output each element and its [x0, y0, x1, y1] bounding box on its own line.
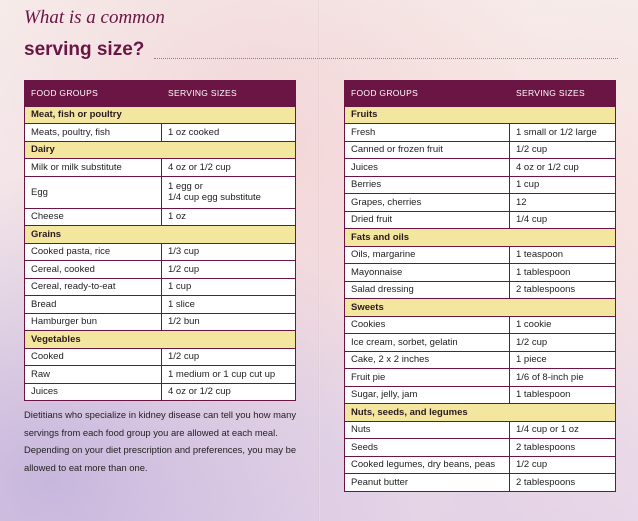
table-row	[345, 159, 616, 177]
header-food-groups: FOOD GROUPS	[25, 80, 162, 106]
table-row	[345, 141, 616, 159]
page-spine	[318, 0, 320, 521]
food-item-cell: Fresh	[345, 124, 510, 142]
food-item-cell: Cake, 2 x 2 inches	[345, 351, 510, 369]
serving-size-cell: 1 slice	[162, 296, 296, 314]
food-item-cell: Cooked legumes, dry beans, peas	[345, 456, 510, 474]
serving-size-cell: 1 oz	[162, 208, 296, 226]
table-row	[345, 474, 616, 492]
serving-size-cell: 1 tablespoon	[510, 386, 616, 404]
serving-size-cell: 1 small or 1/2 large	[510, 124, 616, 142]
header-serving-sizes: SERVING SIZES	[162, 80, 296, 106]
table-row	[25, 176, 296, 208]
table-row	[25, 348, 296, 366]
table-row	[345, 264, 616, 282]
page-title-line2: serving size?	[24, 39, 145, 60]
serving-size-cell: 2 tablespoons	[510, 474, 616, 492]
serving-size-cell: 1 egg or 1/4 cup egg substitute	[162, 176, 296, 208]
serving-size-cell: 1 cookie	[510, 316, 616, 334]
table-row	[345, 176, 616, 194]
dietitian-note: Dietitians who specialize in kidney disease can tell you how many servings from each food group you are allowed at each meal. Depending on your diet prescription and preferences, you may be allowed to eat more than one.	[24, 409, 297, 473]
serving-table-right	[344, 80, 616, 492]
table-row	[345, 351, 616, 369]
table-header-row	[345, 80, 616, 106]
food-item-cell: Peanut butter	[345, 474, 510, 492]
food-item-cell: Raw	[25, 366, 162, 384]
food-item-cell: Milk or milk substitute	[25, 159, 162, 177]
right-table-body	[345, 106, 616, 491]
serving-size-cell: 1 medium or 1 cup cut up	[162, 366, 296, 384]
table-row	[25, 366, 296, 384]
group-row-grains	[25, 226, 296, 244]
title-dotted-rule	[154, 58, 618, 59]
food-item-cell: Salad dressing	[345, 281, 510, 299]
group-row-nuts-seeds-and-legumes	[345, 404, 616, 422]
serving-size-cell: 1 piece	[510, 351, 616, 369]
group-row-dairy	[25, 141, 296, 159]
table-row	[345, 194, 616, 212]
food-item-cell: Grapes, cherries	[345, 194, 510, 212]
group-label: Vegetables	[25, 331, 296, 349]
table-row	[345, 124, 616, 142]
table-row	[25, 208, 296, 226]
food-item-cell: Canned or frozen fruit	[345, 141, 510, 159]
serving-size-cell: 1/4 cup or 1 oz	[510, 421, 616, 439]
table-row	[345, 211, 616, 229]
page-title-line1: What is a common	[24, 7, 165, 28]
food-item-cell: Hamburger bun	[25, 313, 162, 331]
food-item-cell: Oils, margarine	[345, 246, 510, 264]
food-item-cell: Cooked	[25, 348, 162, 366]
serving-size-cell: 1/2 cup	[162, 261, 296, 279]
food-item-cell: Nuts	[345, 421, 510, 439]
table-row	[25, 243, 296, 261]
serving-size-cell: 1/2 cup	[162, 348, 296, 366]
table-row	[345, 421, 616, 439]
group-label: Nuts, seeds, and legumes	[345, 404, 616, 422]
serving-size-cell: 4 oz or 1/2 cup	[162, 159, 296, 177]
serving-size-cell: 1/4 cup	[510, 211, 616, 229]
group-label: Grains	[25, 226, 296, 244]
food-item-cell: Dried fruit	[345, 211, 510, 229]
serving-size-cell: 1 cup	[162, 278, 296, 296]
serving-size-cell: 1 tablespoon	[510, 264, 616, 282]
table-row	[25, 296, 296, 314]
group-row-sweets	[345, 299, 616, 317]
table-row	[345, 281, 616, 299]
food-item-cell: Cooked pasta, rice	[25, 243, 162, 261]
food-item-cell: Ice cream, sorbet, gelatin	[345, 334, 510, 352]
serving-size-cell: 2 tablespoons	[510, 439, 616, 457]
group-label: Sweets	[345, 299, 616, 317]
serving-size-cell: 4 oz or 1/2 cup	[162, 383, 296, 401]
table-row	[345, 316, 616, 334]
food-item-cell: Fruit pie	[345, 369, 510, 387]
serving-size-cell: 1 cup	[510, 176, 616, 194]
header-food-groups: FOOD GROUPS	[345, 80, 510, 106]
serving-size-cell: 1/6 of 8-inch pie	[510, 369, 616, 387]
serving-size-cell: 12	[510, 194, 616, 212]
table-row	[345, 369, 616, 387]
group-label: Meat, fish or poultry	[25, 106, 296, 124]
serving-size-cell: 1 oz cooked	[162, 124, 296, 142]
table-row	[345, 439, 616, 457]
table-row	[345, 246, 616, 264]
header-serving-sizes: SERVING SIZES	[510, 80, 616, 106]
food-item-cell: Juices	[25, 383, 162, 401]
group-row-vegetables	[25, 331, 296, 349]
left-table-body	[25, 106, 296, 401]
group-label: Fruits	[345, 106, 616, 124]
table-row	[25, 124, 296, 142]
food-item-cell: Bread	[25, 296, 162, 314]
serving-size-cell: 1/2 bun	[162, 313, 296, 331]
table-header-row	[25, 80, 296, 106]
serving-size-cell: 1/2 cup	[510, 456, 616, 474]
serving-table-left	[24, 80, 296, 401]
table-row	[25, 383, 296, 401]
serving-size-cell: 1 teaspoon	[510, 246, 616, 264]
table-row	[345, 334, 616, 352]
serving-size-cell: 2 tablespoons	[510, 281, 616, 299]
food-item-cell: Cereal, ready-to-eat	[25, 278, 162, 296]
table-row	[345, 386, 616, 404]
table-row	[25, 278, 296, 296]
table-row	[345, 456, 616, 474]
food-item-cell: Seeds	[345, 439, 510, 457]
table-row	[25, 159, 296, 177]
food-item-cell: Cheese	[25, 208, 162, 226]
food-item-cell: Berries	[345, 176, 510, 194]
serving-size-cell: 1/2 cup	[510, 141, 616, 159]
group-label: Fats and oils	[345, 229, 616, 247]
food-item-cell: Cookies	[345, 316, 510, 334]
group-row-fruits	[345, 106, 616, 124]
serving-size-cell: 4 oz or 1/2 cup	[510, 159, 616, 177]
group-label: Dairy	[25, 141, 296, 159]
food-item-cell: Juices	[345, 159, 510, 177]
food-item-cell: Sugar, jelly, jam	[345, 386, 510, 404]
food-item-cell: Egg	[25, 176, 162, 208]
food-item-cell: Mayonnaise	[345, 264, 510, 282]
serving-size-cell: 1/2 cup	[510, 334, 616, 352]
table-row	[25, 313, 296, 331]
serving-size-cell: 1/3 cup	[162, 243, 296, 261]
food-item-cell: Meats, poultry, fish	[25, 124, 162, 142]
table-row	[25, 261, 296, 279]
group-row-fats-and-oils	[345, 229, 616, 247]
food-item-cell: Cereal, cooked	[25, 261, 162, 279]
group-row-meat-fish-or-poultry	[25, 106, 296, 124]
